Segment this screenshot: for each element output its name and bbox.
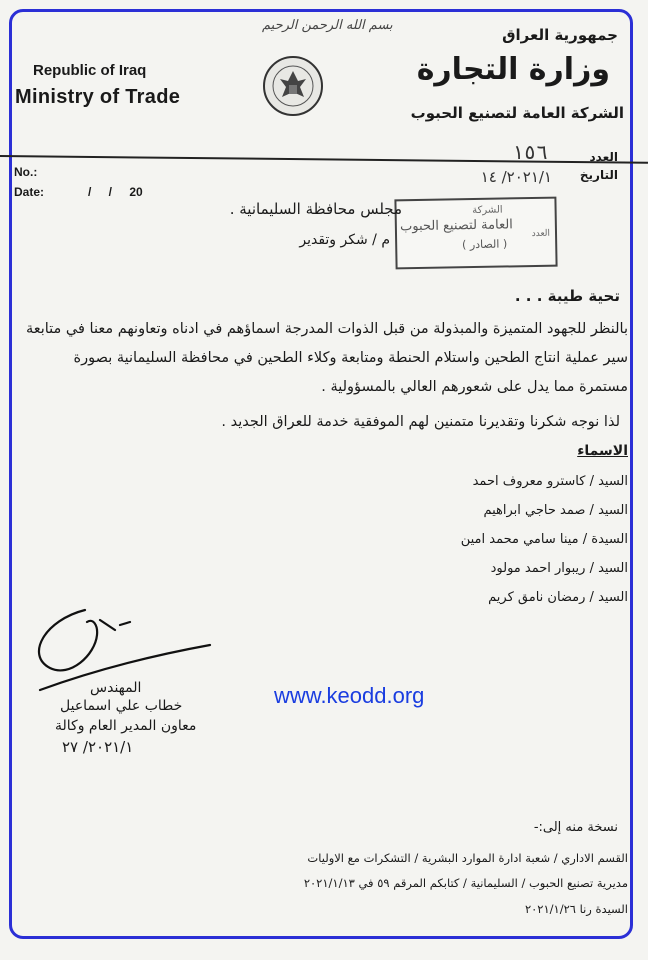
signer-name: خطاب علي اسماعيل [60,698,183,714]
name-item: السيد / صمد حاجي ابراهيم [483,503,628,518]
ministry-ar: وزارة التجارة [416,52,610,87]
company-ar: الشركة العامة لتصنيع الحبوب [410,104,624,122]
recipient: مجلس محافظة السليمانية . [229,200,402,218]
bismillah-text: بسم الله الرحمن الرحيم [262,18,393,33]
paragraph-line: بالنظر للجهود المتميزة والمبذولة من قبل الذوات المدرجة اسماؤهم في ادناه وتعاونهم معنا في متابعة [25,321,628,337]
stamp-line: الشركة [472,204,503,217]
outgoing-stamp [394,197,557,270]
name-item: السيد / كاسترو معروف احمد [472,474,628,489]
subject: م / شكر وتقدير [299,232,390,248]
country-en: Republic of Iraq [33,62,147,79]
date-label-ar: التاريخ [579,168,618,182]
paragraph-line: مستمرة مما يدل على شعورهم العالي بالمسؤولية . [321,379,628,395]
name-item: السيد / ريبوار احمد مولود [490,561,628,576]
paragraph-line: سير عملية انتاج الطحين واستلام الحنطة ومتابعة وكلاء الطحين في محافظة السليمانية بصورة [73,350,628,366]
watermark-link[interactable]: www.keodd.org [274,683,425,708]
signature-date: ٢٠٢١/١/ ٢٧ [62,738,134,756]
thanks-line: لذا نوجه شكرنا وتقديرنا متمنين لهم الموفقية خدمة للعراق الجديد . [221,414,620,430]
date-label-en: Date: [14,185,45,199]
name-item: السيد / رمضان نامق كريم [488,590,628,605]
country-ar: جمهورية العراق [502,26,618,44]
copies-title: نسخة منه إلى:- [533,820,618,835]
stamp-line: العامة لتصنيع الحبوب [399,217,513,235]
greeting: تحية طيبة . . . [514,287,620,305]
name-item: السيدة / مينا سامي محمد امين [460,532,628,547]
copy-recipient: السيدة رنا ٢٠٢١/١/٢٦ [524,902,628,916]
number-label-ar: العدد [589,150,618,164]
stamp-side-label: العدد [531,228,551,240]
stamp-line: ( الصادر ) [461,237,508,252]
number-label-en: No.: [14,165,38,179]
ministry-en: Ministry of Trade [15,86,181,108]
signer-title: المهندس [90,680,142,696]
ministry-seal-icon [262,55,324,117]
copy-recipient: مديرية تصنيع الحبوب / السليمانية / كتابكم المرقم ٥٩ في ٢٠٢١/١/١٣ [303,876,628,890]
number-value: ١٥٦ [511,140,548,164]
date-value: ٢٠٢١/١/ ١٤ [480,168,552,186]
names-title: الاسماء [577,443,628,459]
copy-recipient: القسم الاداري / شعبة ادارة الموارد البشرية / التشكرات مع الاوليات [307,851,628,865]
signer-role: معاون المدير العام وكالة [55,718,197,734]
date-slots-en: / / 20 [88,185,143,199]
